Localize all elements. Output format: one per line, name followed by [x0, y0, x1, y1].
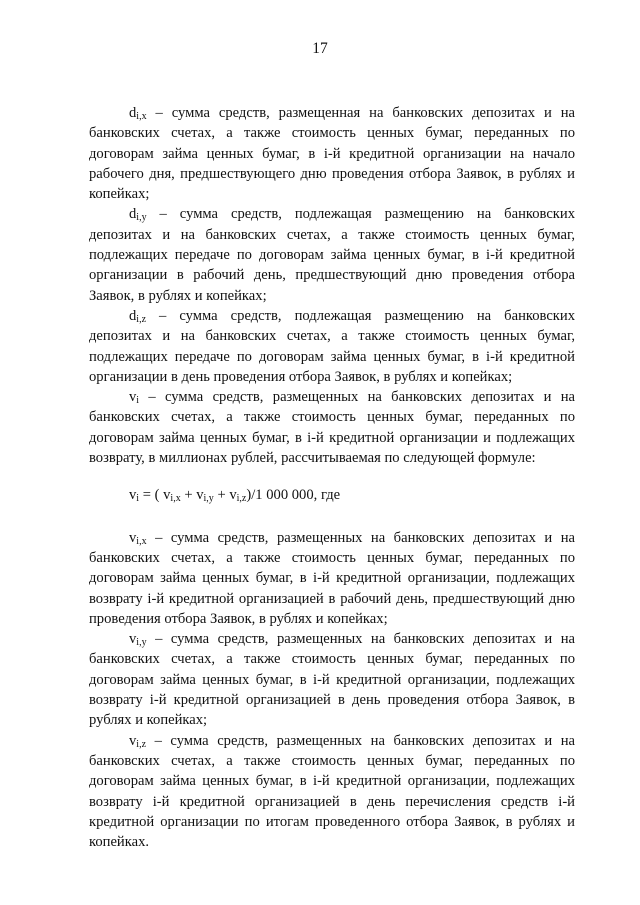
document-body — [89, 103, 575, 852]
symbol: d — [129, 307, 137, 324]
definition-text: – сумма средств, подлежащая размещению на банковских депозитах и на банковских счетах, а также стоимость ценных бумаг, подлежащих передаче по договорам займа ценных бумаг, в i-й кредитной организации в день проведения отбора Заявок, в рублях и копейках; — [89, 307, 575, 385]
symbol: v — [129, 631, 137, 648]
definition-text: – сумма средств, размещенных на банковских депозитах и на банковских счетах, а также стоимость ценных бумаг, переданных по договорам займа ценных бумаг, в i-й кредитной организации, подлежащих возврату i-й кредитной организацией в рабочий день, предшествующий дню проведения отбора Заявок, в рублях и копейках; — [89, 529, 575, 627]
page-number: 17 — [312, 40, 328, 57]
subscript: i,z — [136, 738, 147, 750]
definition-v-i-y — [89, 629, 575, 730]
definition-d-i-x — [89, 103, 575, 204]
formula-term3-sub: i,z — [236, 493, 247, 505]
subscript: i,y — [136, 637, 147, 649]
formula-term1-sub: i,x — [170, 493, 181, 505]
formula-plus2: + v — [213, 487, 237, 504]
symbol: v — [129, 389, 137, 406]
subscript: i,x — [136, 535, 147, 547]
formula — [89, 485, 575, 505]
symbol: v — [129, 529, 137, 546]
formula-lhs: v — [129, 487, 137, 504]
definition-v-i — [89, 387, 575, 468]
definition-text: – сумма средств, размещенная на банковских депозитах и на банковских счетах, а также стоимость ценных бумаг, переданных по договорам займа ценных бумаг, в i-й кредитной организации на начало рабочего дня, предшествующего дню проведения отбора Заявок, в рублях и копейках; — [89, 105, 575, 203]
symbol: v — [129, 732, 137, 749]
subscript: i — [136, 395, 140, 407]
formula-eq-open: = ( v — [139, 487, 171, 504]
definition-v-i-x — [89, 528, 575, 629]
formula-term2-sub: i,y — [203, 493, 214, 505]
definition-text: – сумма средств, подлежащая размещению на банковских депозитах и на банковских счетах, а также стоимость ценных бумаг, подлежащих передаче по договорам займа ценных бумаг, в i-й кредитной организации в рабочий день, предшествующий дню проведения отбора Заявок, в рублях и копейках; — [89, 206, 575, 304]
definition-text: – сумма средств, размещенных на банковских депозитах и на банковских счетах, а также стоимость ценных бумаг, переданных по договорам займа ценных бумаг, в i-й кредитной организации, подлежащих возврату i-й кредитной организацией в день проведения отбора Заявок, в рублях и копейках; — [89, 631, 575, 729]
definition-text: – сумма средств, размещенных на банковских депозитах и на банковских счетах, а также стоимость ценных бумаг, переданных по договорам займа ценных бумаг, в i-й кредитной организации, подлежащих возврату i-й кредитной организацией в день перечисления средств i-й кредитной организации по итогам проведенного отбора Заявок, в рублях и копейках. — [89, 732, 575, 851]
definition-d-i-z — [89, 306, 575, 387]
subscript: i,z — [136, 313, 147, 325]
subscript: i,y — [136, 212, 147, 224]
subscript: i,x — [136, 111, 147, 122]
formula-lhs-sub: i — [136, 493, 140, 505]
definition-v-i-z — [89, 731, 575, 853]
symbol: d — [129, 206, 137, 223]
symbol: d — [129, 105, 137, 121]
formula-plus1: + v — [180, 487, 204, 504]
definition-d-i-y — [89, 204, 575, 305]
formula-tail: )/1 000 000, где — [246, 487, 341, 504]
definition-text: – сумма средств, размещенных на банковских депозитах и на банковских счетах, а также стоимость ценных бумаг, переданных по договорам займа ценных бумаг, в i-й кредитной организации и подлежащих возврату, в миллионах рублей, рассчитываемая по следующей формуле: — [89, 389, 575, 467]
